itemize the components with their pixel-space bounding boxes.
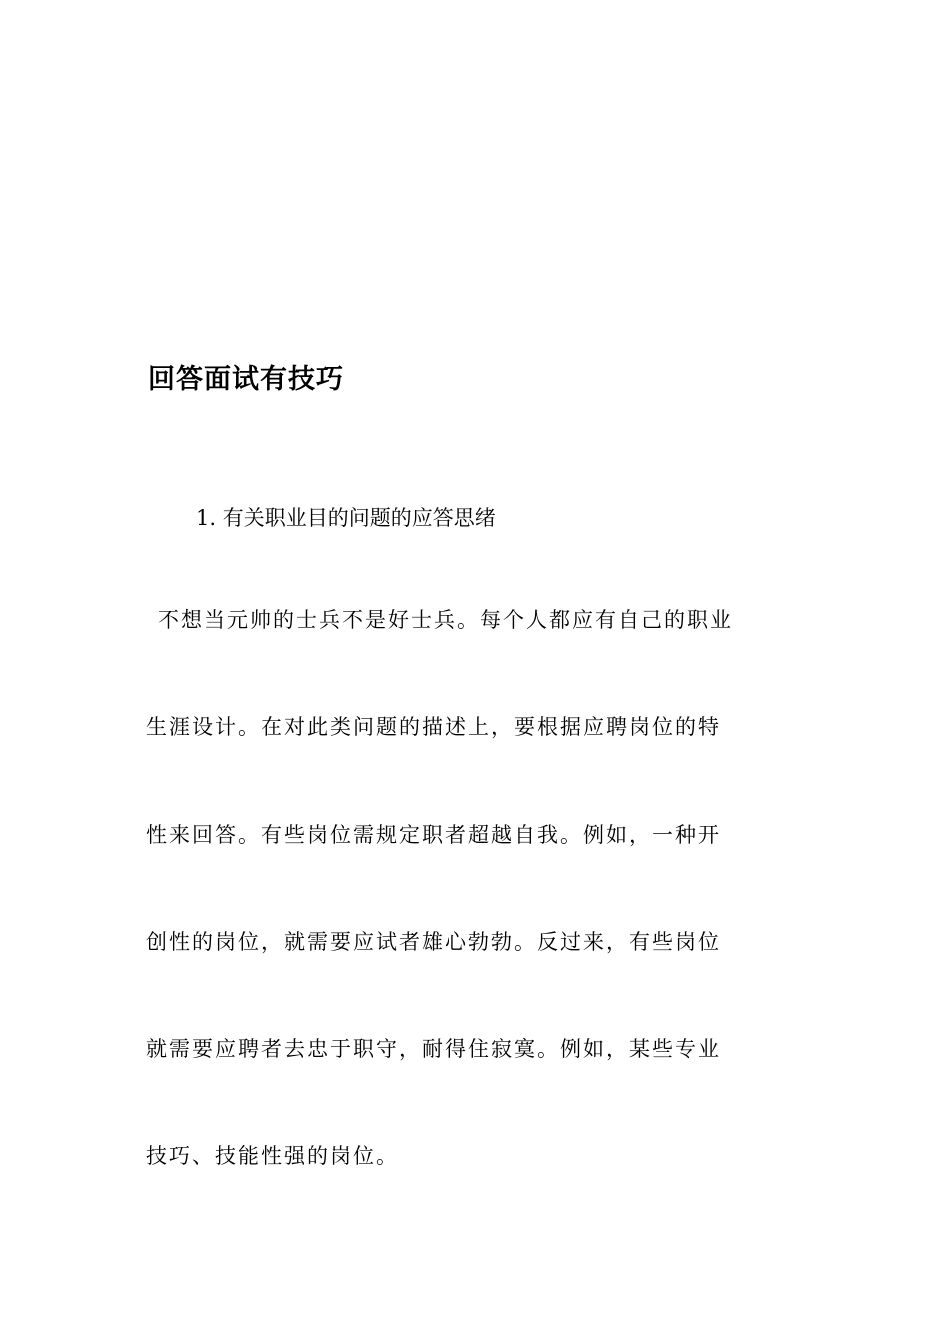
- body-text-line: 创性的岗位，就需要应试者雄心勃勃。反过来，有些岗位: [146, 930, 721, 954]
- body-text-line: 就需要应聘者去忠于职守，耐得住寂寞。例如，某些专业: [146, 1037, 721, 1061]
- body-text-line: 技巧、技能性强的岗位。: [146, 1144, 399, 1168]
- body-text-line: 不想当元帅的士兵不是好士兵。每个人都应有自己的职业: [158, 608, 733, 632]
- body-text-line: 性来回答。有些岗位需规定职者超越自我。例如，一种开: [146, 823, 721, 847]
- document-title: 回答面试有技巧: [148, 364, 344, 395]
- section-heading: 1. 有关职业目的问题的应答思绪: [196, 506, 496, 530]
- body-text-line: 生涯设计。在对此类问题的描述上，要根据应聘岗位的特: [146, 715, 721, 739]
